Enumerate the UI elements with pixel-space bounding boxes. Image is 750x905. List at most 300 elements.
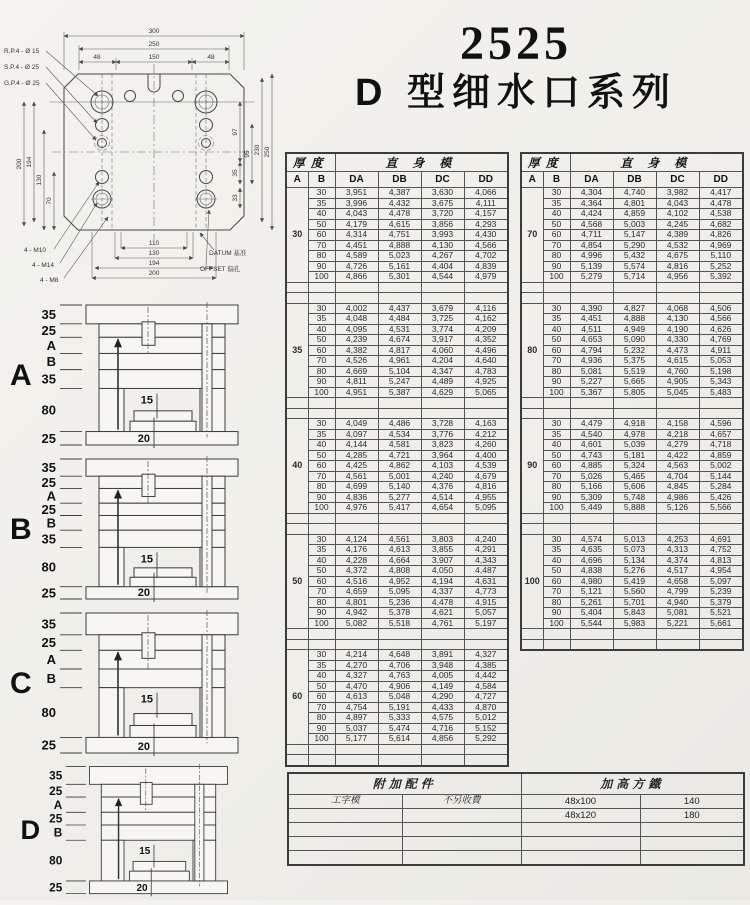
- dim-230: 230: [254, 144, 261, 156]
- value-cell: 5,292: [464, 734, 508, 745]
- value-cell: 5,012: [464, 713, 508, 724]
- dim-97: 97: [232, 128, 239, 136]
- value-cell: 4,951: [335, 387, 378, 398]
- stack-dim-label: A: [46, 488, 56, 504]
- empty-cell: [308, 755, 335, 766]
- value-cell: 4,290: [421, 692, 464, 703]
- thickness-b-cell: 30: [308, 188, 335, 199]
- col-dc-header: DC: [656, 172, 699, 188]
- clamp-plate: [86, 305, 238, 324]
- table-row: [286, 429, 508, 440]
- empty-cell: [464, 408, 508, 419]
- value-cell: 5,057: [464, 608, 508, 619]
- value-cell: 4,574: [570, 534, 613, 545]
- accessory-cell: 不另收費: [402, 795, 521, 809]
- value-cell: 4,659: [335, 587, 378, 598]
- col-dc-header: DC: [421, 172, 464, 188]
- table-row: [521, 335, 743, 346]
- empty-cell: [286, 513, 308, 524]
- empty-cell: [570, 398, 613, 409]
- value-cell: 3,679: [421, 303, 464, 314]
- empty-cell: [421, 744, 464, 755]
- empty-cell: [464, 639, 508, 650]
- table-row: [286, 545, 508, 556]
- spacer-row: [286, 744, 508, 755]
- empty-cell: [699, 293, 743, 304]
- table-row: [286, 251, 508, 262]
- thickness-b-cell: 100: [308, 272, 335, 283]
- stack-dim-label: 25: [49, 783, 63, 798]
- table-row: [521, 587, 743, 598]
- thickness-b-cell: 60: [308, 345, 335, 356]
- clamp-plate: [86, 613, 238, 635]
- value-cell: 4,158: [656, 419, 699, 430]
- table-row: [521, 377, 743, 388]
- spacer-row: [286, 524, 508, 535]
- empty-cell: [335, 755, 378, 766]
- empty-cell: [421, 755, 464, 766]
- table-row: [521, 419, 743, 430]
- value-cell: 3,993: [421, 230, 464, 241]
- value-cell: 3,776: [421, 429, 464, 440]
- empty-cell: [286, 639, 308, 650]
- offset-label: OFFSET 偏孔: [200, 266, 241, 273]
- empty-cell: [286, 398, 308, 409]
- table-row: [286, 387, 508, 398]
- empty-cell: [521, 639, 543, 650]
- thickness-b-cell: 35: [308, 545, 335, 556]
- value-cell: 4,116: [464, 303, 508, 314]
- tr-shape: [286, 172, 508, 188]
- table-row: [521, 251, 743, 262]
- accessories-row: [288, 795, 744, 809]
- value-cell: 4,422: [656, 450, 699, 461]
- thickness-b-cell: 60: [308, 461, 335, 472]
- empty-cell: [464, 524, 508, 535]
- value-cell: 4,978: [613, 429, 656, 440]
- empty-cell: [613, 398, 656, 409]
- dim-95: 95: [244, 150, 251, 158]
- thickness-b-cell: 70: [543, 471, 570, 482]
- diagram-letter: D: [20, 814, 41, 846]
- empty-cell: [570, 513, 613, 524]
- thickness-b-cell: 30: [308, 534, 335, 545]
- riser-cell: [521, 837, 640, 851]
- accessories-header: 附加配件: [288, 773, 521, 795]
- spacer-row: [521, 513, 743, 524]
- value-cell: 5,198: [699, 366, 743, 377]
- empty-cell: [335, 639, 378, 650]
- value-cell: 4,285: [335, 450, 378, 461]
- empty-cell: [543, 398, 570, 409]
- table-row: [286, 461, 508, 472]
- value-cell: 4,613: [378, 545, 421, 556]
- dim-194-bottom: 194: [148, 260, 160, 267]
- thickness-b-cell: 50: [308, 681, 335, 692]
- empty-cell: [656, 629, 699, 640]
- value-cell: 5,290: [613, 240, 656, 251]
- table-row: [521, 534, 743, 545]
- table-row: [286, 356, 508, 367]
- col-dd-header: DD: [464, 172, 508, 188]
- empty-cell: [699, 524, 743, 535]
- empty-cell: [656, 282, 699, 293]
- value-cell: 3,774: [421, 324, 464, 335]
- table-row: [286, 681, 508, 692]
- value-cell: 4,859: [699, 450, 743, 461]
- value-cell: 4,048: [335, 314, 378, 325]
- thickness-b-cell: 80: [543, 597, 570, 608]
- table-row: [521, 482, 743, 493]
- value-cell: 3,675: [421, 198, 464, 209]
- value-cell: 4,996: [570, 251, 613, 262]
- empty-cell: [378, 513, 421, 524]
- value-cell: 5,048: [378, 692, 421, 703]
- thickness-b-cell: 50: [543, 566, 570, 577]
- thickness-b-cell: 30: [543, 534, 570, 545]
- thickness-b-cell: 40: [543, 324, 570, 335]
- clamp-plate: [90, 767, 228, 785]
- empty-cell: [570, 629, 613, 640]
- table-row: [521, 188, 743, 199]
- value-cell: 5,378: [378, 608, 421, 619]
- value-cell: 4,702: [464, 251, 508, 262]
- spacer-rail: [99, 547, 124, 586]
- thickness-b-cell: 60: [308, 576, 335, 587]
- value-cell: 4,330: [656, 335, 699, 346]
- value-cell: 4,050: [421, 566, 464, 577]
- value-cell: 4,640: [464, 356, 508, 367]
- dim-250-right: 250: [264, 146, 271, 158]
- stack-dim-label: 25: [41, 323, 56, 339]
- value-cell: 4,214: [335, 650, 378, 661]
- thickness-b-cell: 100: [308, 618, 335, 629]
- value-cell: 4,674: [378, 335, 421, 346]
- ejector-retainer-plate: [133, 861, 186, 871]
- value-cell: 4,479: [570, 419, 613, 430]
- value-cell: 4,601: [570, 440, 613, 451]
- value-cell: 4,836: [335, 492, 378, 503]
- empty-cell: [543, 639, 570, 650]
- m14-label: 4 - M14: [32, 262, 55, 269]
- table-row: [521, 219, 743, 230]
- value-cell: 3,951: [335, 188, 378, 199]
- value-cell: 5,888: [613, 503, 656, 514]
- value-cell: 5,665: [613, 377, 656, 388]
- spacer-row: [286, 639, 508, 650]
- col-dd-header: DD: [699, 172, 743, 188]
- value-cell: 4,473: [656, 345, 699, 356]
- empty-cell: [464, 398, 508, 409]
- value-cell: 4,478: [378, 209, 421, 220]
- table-row: [521, 545, 743, 556]
- thickness-b-cell: 80: [308, 251, 335, 262]
- thickness-a-cell: 30: [286, 188, 308, 283]
- empty-cell: [699, 639, 743, 650]
- value-cell: 3,964: [421, 450, 464, 461]
- thickness-b-cell: 60: [543, 461, 570, 472]
- inner-dim-20: 20: [137, 741, 150, 753]
- value-cell: 4,162: [464, 314, 508, 325]
- value-cell: 4,773: [464, 587, 508, 598]
- thead-shape: [521, 153, 743, 188]
- riser-header: 加高方鐵: [521, 773, 744, 795]
- thickness-b-cell: 30: [308, 650, 335, 661]
- value-cell: 4,726: [335, 261, 378, 272]
- value-cell: 4,801: [613, 198, 656, 209]
- value-cell: 4,514: [421, 492, 464, 503]
- value-cell: 4,801: [335, 597, 378, 608]
- value-cell: 4,364: [570, 198, 613, 209]
- empty-cell: [613, 293, 656, 304]
- table-row: [286, 188, 508, 199]
- empty-cell: [421, 282, 464, 293]
- tr-shape: [286, 153, 508, 172]
- value-cell: 4,888: [613, 314, 656, 325]
- mold-section-svg: [2, 762, 246, 900]
- value-cell: 4,239: [335, 335, 378, 346]
- table-row: [286, 240, 508, 251]
- value-cell: 4,751: [378, 230, 421, 241]
- sprue-bush: [142, 322, 155, 345]
- spacer-row: [286, 282, 508, 293]
- value-cell: 4,799: [656, 587, 699, 598]
- empty-cell: [521, 524, 543, 535]
- value-cell: 4,005: [421, 671, 464, 682]
- table-row: [521, 230, 743, 241]
- empty-cell: [464, 293, 508, 304]
- value-cell: 3,728: [421, 419, 464, 430]
- thickness-b-cell: 35: [543, 314, 570, 325]
- value-cell: 4,487: [464, 566, 508, 577]
- value-cell: 4,478: [699, 198, 743, 209]
- value-cell: 4,626: [699, 324, 743, 335]
- empty-cell: [656, 513, 699, 524]
- stack-dim-label: 35: [41, 460, 56, 476]
- thickness-a-cell: 80: [521, 303, 543, 398]
- value-cell: 5,232: [613, 345, 656, 356]
- stack-dim-label: 80: [41, 705, 56, 721]
- value-cell: 4,696: [570, 555, 613, 566]
- col-db-header: DB: [613, 172, 656, 188]
- table-row: [286, 303, 508, 314]
- tbody-shape: [288, 795, 744, 866]
- empty-cell: [421, 408, 464, 419]
- accessories-row: [288, 837, 744, 851]
- inner-dim-20: 20: [136, 882, 148, 894]
- dim-130-bottom: 130: [148, 250, 160, 257]
- table-row: [286, 230, 508, 241]
- value-cell: 3,907: [421, 555, 464, 566]
- value-cell: 5,147: [613, 230, 656, 241]
- value-cell: 4,176: [335, 545, 378, 556]
- col-da-header: DA: [335, 172, 378, 188]
- empty-cell: [570, 282, 613, 293]
- empty-cell: [613, 524, 656, 535]
- value-cell: 4,870: [464, 702, 508, 713]
- value-cell: 4,589: [335, 251, 378, 262]
- value-cell: 4,613: [335, 692, 378, 703]
- value-cell: 4,743: [570, 450, 613, 461]
- value-cell: 5,104: [378, 366, 421, 377]
- table-row: [521, 303, 743, 314]
- accessory-cell: [402, 809, 521, 823]
- value-cell: 5,449: [570, 503, 613, 514]
- table-row: [521, 503, 743, 514]
- value-cell: 5,003: [613, 219, 656, 230]
- value-cell: 4,956: [656, 272, 699, 283]
- inner-dim-15: 15: [140, 553, 153, 566]
- dim-33: 33: [232, 194, 239, 202]
- spacer-row: [521, 408, 743, 419]
- value-cell: 4,260: [464, 440, 508, 451]
- value-cell: 4,813: [699, 555, 743, 566]
- thickness-b-cell: 30: [308, 419, 335, 430]
- value-cell: 5,261: [570, 597, 613, 608]
- value-cell: 4,817: [378, 345, 421, 356]
- table-row: [521, 387, 743, 398]
- table-row: [521, 450, 743, 461]
- thickness-b-cell: 100: [543, 387, 570, 398]
- value-cell: 4,228: [335, 555, 378, 566]
- value-cell: 4,816: [464, 482, 508, 493]
- diagram-a: [2, 300, 246, 452]
- value-cell: 4,496: [464, 345, 508, 356]
- table-row: [286, 471, 508, 482]
- thickness-header: 厚度: [286, 153, 335, 172]
- value-cell: 4,270: [335, 660, 378, 671]
- table-row: [521, 356, 743, 367]
- value-cell: 5,053: [699, 356, 743, 367]
- table-row: [286, 555, 508, 566]
- inner-dim-15: 15: [140, 693, 153, 706]
- value-cell: 4,682: [699, 219, 743, 230]
- clamp-plate: [86, 432, 238, 445]
- value-cell: 4,654: [421, 503, 464, 514]
- value-cell: 5,279: [570, 272, 613, 283]
- guide-pin-label: G.P.4 - Ø 25: [4, 80, 40, 87]
- table-row: [286, 482, 508, 493]
- thickness-b-cell: 40: [308, 209, 335, 220]
- thickness-b-cell: 80: [308, 482, 335, 493]
- value-cell: 5,039: [613, 440, 656, 451]
- empty-cell: [378, 524, 421, 535]
- diagram-letter: B: [10, 513, 32, 546]
- value-cell: 3,856: [421, 219, 464, 230]
- riser-cell: [521, 851, 640, 866]
- ejector-retainer-plate: [134, 714, 192, 726]
- value-cell: 5,519: [613, 366, 656, 377]
- value-cell: 4,664: [378, 555, 421, 566]
- value-cell: 5,045: [656, 387, 699, 398]
- value-cell: 4,382: [335, 345, 378, 356]
- value-cell: 4,506: [699, 303, 743, 314]
- value-cell: 4,043: [335, 209, 378, 220]
- sprue-bush: [142, 633, 155, 659]
- value-cell: 4,905: [656, 377, 699, 388]
- value-cell: 4,060: [421, 345, 464, 356]
- value-cell: 5,375: [613, 356, 656, 367]
- spacer-rail: [101, 840, 124, 881]
- empty-cell: [656, 639, 699, 650]
- table-row: [286, 419, 508, 430]
- thickness-b-cell: 70: [308, 702, 335, 713]
- dim-48-left: 48: [93, 54, 101, 61]
- value-cell: 3,630: [421, 188, 464, 199]
- value-cell: 4,544: [421, 272, 464, 283]
- value-cell: 5,081: [570, 366, 613, 377]
- value-cell: 4,240: [464, 534, 508, 545]
- spacer-row: [286, 408, 508, 419]
- value-cell: 4,327: [464, 650, 508, 661]
- thickness-b-cell: 70: [308, 240, 335, 251]
- stack-dim-label: 25: [49, 811, 63, 826]
- value-cell: 4,838: [570, 566, 613, 577]
- value-cell: 3,803: [421, 534, 464, 545]
- thickness-b-cell: 80: [543, 482, 570, 493]
- table-row: [521, 240, 743, 251]
- value-cell: 4,940: [656, 597, 699, 608]
- value-cell: 4,897: [335, 713, 378, 724]
- value-cell: 5,432: [613, 251, 656, 262]
- value-cell: 4,097: [335, 429, 378, 440]
- value-cell: 4,854: [570, 240, 613, 251]
- value-cell: 4,631: [464, 576, 508, 587]
- value-cell: 4,372: [335, 566, 378, 577]
- value-cell: 4,566: [464, 240, 508, 251]
- table-row: [286, 209, 508, 220]
- empty-cell: [286, 629, 308, 640]
- thickness-b-cell: 70: [308, 356, 335, 367]
- value-cell: 4,980: [570, 576, 613, 587]
- value-cell: 5,166: [570, 482, 613, 493]
- value-cell: 4,976: [335, 503, 378, 514]
- dim-300: 300: [148, 28, 160, 35]
- value-cell: 4,291: [464, 545, 508, 556]
- value-cell: 4,936: [570, 356, 613, 367]
- value-cell: 4,417: [699, 188, 743, 199]
- value-cell: 5,518: [378, 618, 421, 629]
- value-cell: 5,239: [699, 587, 743, 598]
- stack-dim-label: 25: [41, 430, 56, 446]
- table-row: [521, 566, 743, 577]
- stack-dim-label: 25: [41, 635, 56, 651]
- empty-cell: [613, 282, 656, 293]
- value-cell: 4,540: [570, 429, 613, 440]
- value-cell: 5,181: [613, 450, 656, 461]
- value-cell: 4,718: [699, 440, 743, 451]
- value-cell: 5,544: [570, 618, 613, 629]
- empty-cell: [464, 282, 508, 293]
- value-cell: 4,144: [335, 440, 378, 451]
- value-cell: 4,124: [335, 534, 378, 545]
- thickness-a-cell: 100: [521, 534, 543, 629]
- empty-cell: [378, 282, 421, 293]
- value-cell: 4,561: [378, 534, 421, 545]
- riser-cell: [640, 851, 744, 866]
- value-cell: 5,221: [656, 618, 699, 629]
- table-row: [286, 702, 508, 713]
- inner-dim-15: 15: [139, 845, 151, 857]
- value-cell: 5,152: [464, 723, 508, 734]
- empty-cell: [464, 744, 508, 755]
- empty-cell: [286, 293, 308, 304]
- thickness-b-cell: 50: [308, 219, 335, 230]
- value-cell: 4,390: [570, 303, 613, 314]
- table-row: [286, 377, 508, 388]
- dim-194: 194: [26, 156, 33, 168]
- value-cell: 4,563: [656, 461, 699, 472]
